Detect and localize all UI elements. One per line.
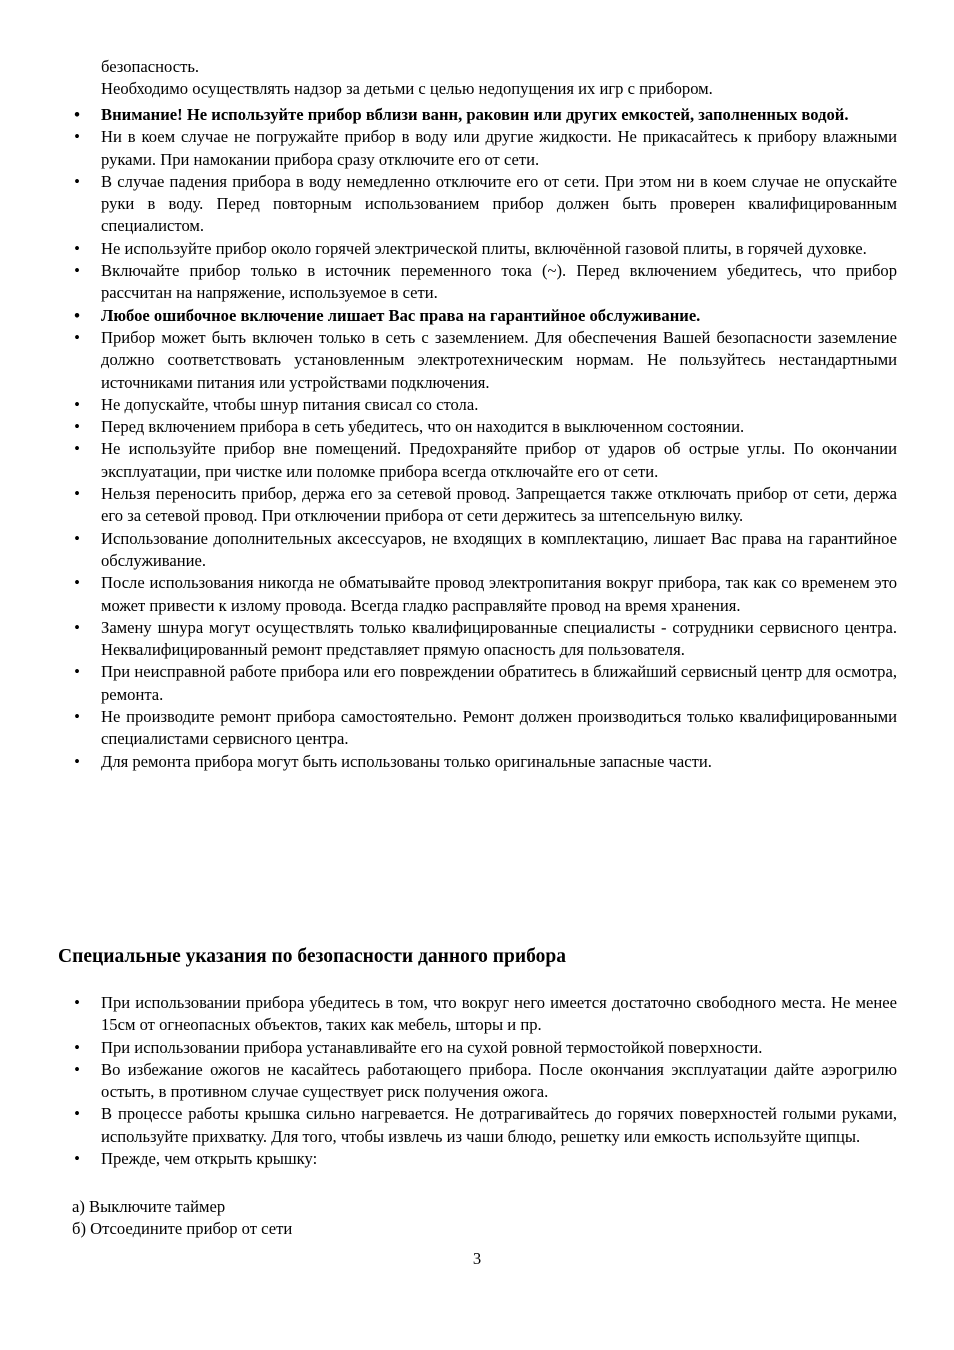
list-item-text: Не производите ремонт прибора самостоятельно. Ремонт должен производиться только квалифицированными специалистами сервисного центра.: [101, 707, 897, 749]
list-item-text: В случае падения прибора в воду немедленно отключите его от сети. При этом ни в коем случае не опускайте руки в воду. Перед повторным использованием прибор должен быть проверен квалифицированным специалистом.: [101, 171, 897, 236]
bullet-icon: •: [74, 751, 80, 771]
list-item: [74, 992, 897, 1037]
list-item: [74, 171, 897, 238]
list-item: [74, 706, 897, 751]
bullet-icon: •: [74, 528, 80, 548]
list-item: [74, 1037, 897, 1059]
list-item-text: При неисправной работе прибора или его повреждении обратитесь в ближайший сервисный центр для осмотра, ремонта.: [101, 662, 897, 704]
bullet-icon: •: [74, 484, 80, 504]
bullet-icon: •: [74, 707, 80, 727]
intro-text: [101, 56, 897, 101]
list-item-text: Внимание! Не используйте прибор вблизи ванн, раковин или других емкостей, заполненных водой.: [101, 105, 849, 124]
list-item: [74, 416, 897, 438]
list-item: [74, 528, 897, 573]
bullet-icon: •: [74, 394, 80, 414]
bullet-icon: •: [74, 105, 80, 124]
bullet-icon: •: [74, 238, 80, 258]
list-item-text: Во избежание ожогов не касайтесь работающего прибора. После окончания эксплуатации дайте аэрогрилю остыть, в противном случае существует риск получения ожога.: [101, 1059, 897, 1102]
list-item-text: Ни в коем случае не погружайте прибор в воду или другие жидкости. Не прикасайтесь к прибору влажными руками. При намокании прибора сразу отключите его от сети.: [101, 127, 897, 169]
list-item-text: Для ремонта прибора могут быть использованы только оригинальные запасные части.: [101, 751, 712, 771]
list-item-text: Не используйте прибор около горячей электрической плиты, включённой газовой плиты, в горячей духовке.: [101, 238, 867, 258]
list-item-text: Не допускайте, чтобы шнур питания свисал со стола.: [101, 394, 479, 414]
bullet-icon: •: [74, 662, 80, 682]
list-item: [74, 1059, 897, 1104]
list-item-text: Любое ошибочное включение лишает Вас права на гарантийное обслуживание.: [101, 305, 701, 325]
bullet-icon: •: [74, 327, 80, 347]
bullet-icon: •: [74, 1104, 80, 1124]
intro-line: Необходимо осуществлять надзор за детьми с целью недопущения их игр с прибором.: [101, 79, 713, 99]
list-item: [74, 104, 897, 126]
list-item-text: Прибор может быть включен только в сеть с заземлением. Для обеспечения Вашей безопасности заземление должно соответствовать установленным электротехническим нормам. Не пользуйтесь нестандартными источниками питания или устройствами подключения.: [101, 327, 897, 392]
sub-item-list: [72, 1196, 772, 1241]
list-item: [74, 238, 897, 260]
bullet-icon: •: [74, 573, 80, 593]
list-item-text: Включайте прибор только в источник переменного тока (~). Перед включением убедитесь, что прибор рассчитан на напряжение, используемое в сети.: [101, 261, 897, 303]
bullet-icon: •: [74, 171, 80, 191]
list-item-text: Перед включением прибора в сеть убедитесь, что он находится в выключенном состоянии.: [101, 417, 745, 437]
list-item: [74, 1103, 897, 1148]
bullet-icon: •: [74, 1149, 80, 1169]
page-number: 3: [472, 1249, 482, 1268]
sub-item: б) Отсоедините прибор от сети: [72, 1219, 293, 1239]
bullet-icon: •: [74, 993, 80, 1012]
list-item-text: Не используйте прибор вне помещений. Предохраняйте прибор от ударов об острые углы. По окончании эксплуатации, при чистке или поломке прибора всегда отключайте его от сети.: [101, 439, 897, 481]
bullet-icon: •: [74, 261, 80, 281]
list-item: [74, 1148, 897, 1170]
list-item: [74, 438, 897, 483]
list-item: [74, 661, 897, 706]
safety-bullet-list: [74, 104, 897, 773]
list-item: [74, 327, 897, 394]
list-item-text: При использовании прибора устанавливайте его на сухой ровной термостойкой поверхности.: [101, 1037, 763, 1057]
bullet-icon: •: [74, 305, 80, 325]
intro-line: безопасность.: [101, 57, 200, 76]
special-instructions-list: [74, 992, 897, 1170]
sub-item: а) Выключите таймер: [72, 1197, 226, 1216]
bullet-icon: •: [74, 617, 80, 637]
list-item: [74, 483, 897, 528]
list-item: [74, 126, 897, 171]
list-item-text: Использование дополнительных аксессуаров, не входящих в комплектацию, лишает Вас права на гарантийное обслуживание.: [101, 528, 897, 570]
bullet-icon: •: [74, 1037, 80, 1057]
bullet-icon: •: [74, 127, 80, 147]
list-item-text: В процессе работы крышка сильно нагревается. Не дотрагивайтесь до горячих поверхностей голыми руками, используйте прихватку. Для того, чтобы извлечь из чаши блюдо, решетку или емкость используйте щипцы.: [101, 1104, 897, 1146]
list-item-text: Замену шнура могут осуществлять только квалифицированные специалисты - сотрудники сервисного центра. Неквалифицированный ремонт представляет прямую опасность для пользователя.: [101, 617, 897, 660]
list-item-text: Прежде, чем открыть крышку:: [101, 1149, 318, 1169]
list-item: [74, 751, 897, 773]
section-heading: Специальные указания по безопасности данного прибора: [58, 946, 566, 967]
list-item: [74, 260, 897, 305]
list-item-text: Нельзя переносить прибор, держа его за сетевой провод. Запрещается также отключать прибор от сети, держа его за сетевой провод. При отключении прибора от сети держитесь за штепсельную вилку.: [101, 484, 897, 526]
bullet-icon: •: [74, 439, 80, 459]
bullet-icon: •: [74, 1059, 80, 1079]
list-item: [74, 394, 897, 416]
list-item: [74, 572, 897, 617]
list-item-text: При использовании прибора убедитесь в том, что вокруг него имеется достаточно свободного места. Не менее 15см от огнеопасных объектов, таких как мебель, шторы и пр.: [101, 993, 897, 1035]
bullet-icon: •: [74, 417, 80, 437]
list-item: [74, 617, 897, 662]
list-item: [74, 305, 897, 327]
list-item-text: После использования никогда не обматывайте провод электропитания вокруг прибора, так как со временем это может привести к излому провода. Всегда гладко расправляйте провод на время хранения.: [101, 573, 897, 615]
